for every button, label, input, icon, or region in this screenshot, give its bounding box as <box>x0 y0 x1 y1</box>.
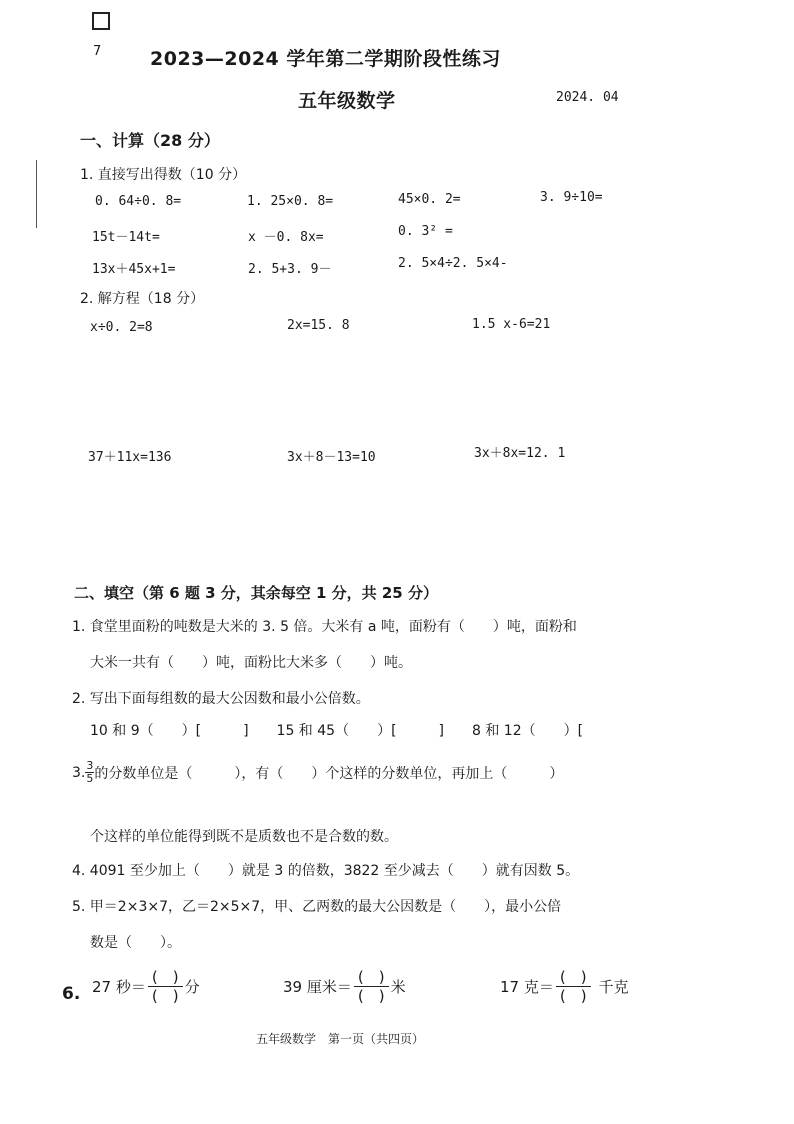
q6-fraction <box>556 968 591 1005</box>
q3-line2: 个这样的单位能得到既不是质数也不是合数的数。 <box>90 829 398 845</box>
section2-title: 二、填空（第 6 题 3 分，其余每空 1 分，共 25 分） <box>74 584 438 602</box>
part2-title: 2. 解方程（18 分） <box>80 291 205 307</box>
q5-line2: 数是（ ）。 <box>90 935 181 951</box>
q3-text: 的分数单位是（ ），有（ ）个这样的分数单位，再加上（ ） <box>94 765 564 782</box>
section1-title: 一、计算（28 分） <box>80 131 220 150</box>
page-subtitle: 五年级数学 <box>298 90 396 112</box>
calc-item: 1. 25×0. 8= <box>247 194 334 209</box>
q6-left: 39 厘米＝ <box>283 978 352 996</box>
calc-item: 2. 5×4÷2. 5×4- <box>398 256 508 271</box>
q6-left: 27 秒＝ <box>92 978 146 996</box>
q6-fraction <box>148 968 183 1005</box>
q2-text: 2. 写出下面每组数的最大公因数和最小公倍数。 <box>72 691 370 707</box>
q6-unit: 千克 <box>598 978 629 996</box>
q6-conversion-1 <box>92 968 200 1005</box>
calc-item: 3. 9÷10= <box>540 190 603 205</box>
q6-fraction-den: ( ) <box>151 987 179 1005</box>
margin-line <box>36 160 37 228</box>
equation-item: x÷0. 2=8 <box>90 320 153 335</box>
q2-line: 10 和 9（ ）[ ] 15 和 45（ ）[ ] 8 和 12（ ）[ <box>90 723 584 739</box>
q4-line: 4. 4091 至少加上（ ）就是 3 的倍数，3822 至少减去（ ）就有因数 5。 <box>72 863 580 879</box>
q6-conversion-2 <box>283 968 406 1005</box>
equation-item: 1.5 x-6=21 <box>472 317 551 332</box>
q6-conversion-3 <box>500 968 629 1005</box>
q1-line2: 大米一共有（ ）吨，面粉比大米多（ ）吨。 <box>90 655 412 671</box>
q6-fraction <box>354 968 389 1005</box>
q6-left: 17 克＝ <box>500 978 554 996</box>
equation-item: 3x＋8－13=10 <box>287 450 376 465</box>
calc-item: x －0. 8x= <box>248 230 324 245</box>
page-footer: 五年级数学 第一页（共四页） <box>256 1032 425 1046</box>
calc-item: 2. 5+3. 9－ <box>248 262 332 277</box>
q3-fraction-num: 3 <box>86 759 94 772</box>
corner-mark: 7 <box>93 44 102 59</box>
calc-item: 45×0. 2= <box>398 192 461 207</box>
calc-item: 15t－14t= <box>92 230 160 245</box>
corner-checkbox <box>92 12 110 30</box>
q6-unit: 米 <box>390 978 406 996</box>
q6-unit: 分 <box>184 978 200 996</box>
q6-fraction-num: ( ) <box>151 968 179 986</box>
q6-fraction-den: ( ) <box>559 987 587 1005</box>
q3-fraction <box>85 760 94 785</box>
exam-date: 2024. 04 <box>556 90 619 105</box>
page-title: 2023—2024 学年第二学期阶段性练习 <box>150 48 501 70</box>
calc-item: 13x＋45x+1= <box>92 262 176 277</box>
q1-line1: 1. 食堂里面粉的吨数是大米的 3. 5 倍。大米有 a 吨，面粉有（ ）吨，面粉和 <box>72 619 577 635</box>
q6-number: 6. <box>62 984 81 1004</box>
equation-item: 2x=15. 8 <box>287 318 350 333</box>
q3-line1 <box>72 760 563 785</box>
equation-item: 37＋11x=136 <box>88 450 172 465</box>
q3-prefix: 3. <box>72 764 86 781</box>
q6-fraction-num: ( ) <box>357 968 385 986</box>
q5-line1: 5. 甲＝2×3×7，乙＝2×5×7，甲、乙两数的最大公因数是（ ），最小公倍 <box>72 899 562 915</box>
q3-fraction-den: 5 <box>86 772 94 785</box>
q6-fraction-den: ( ) <box>357 987 385 1005</box>
part1-title: 1. 直接写出得数（10 分） <box>80 167 247 183</box>
q6-fraction-num: ( ) <box>559 968 587 986</box>
calc-item: 0. 64÷0. 8= <box>95 194 182 209</box>
equation-item: 3x＋8x=12. 1 <box>474 446 566 461</box>
calc-item: 0. 3² = <box>398 224 453 239</box>
